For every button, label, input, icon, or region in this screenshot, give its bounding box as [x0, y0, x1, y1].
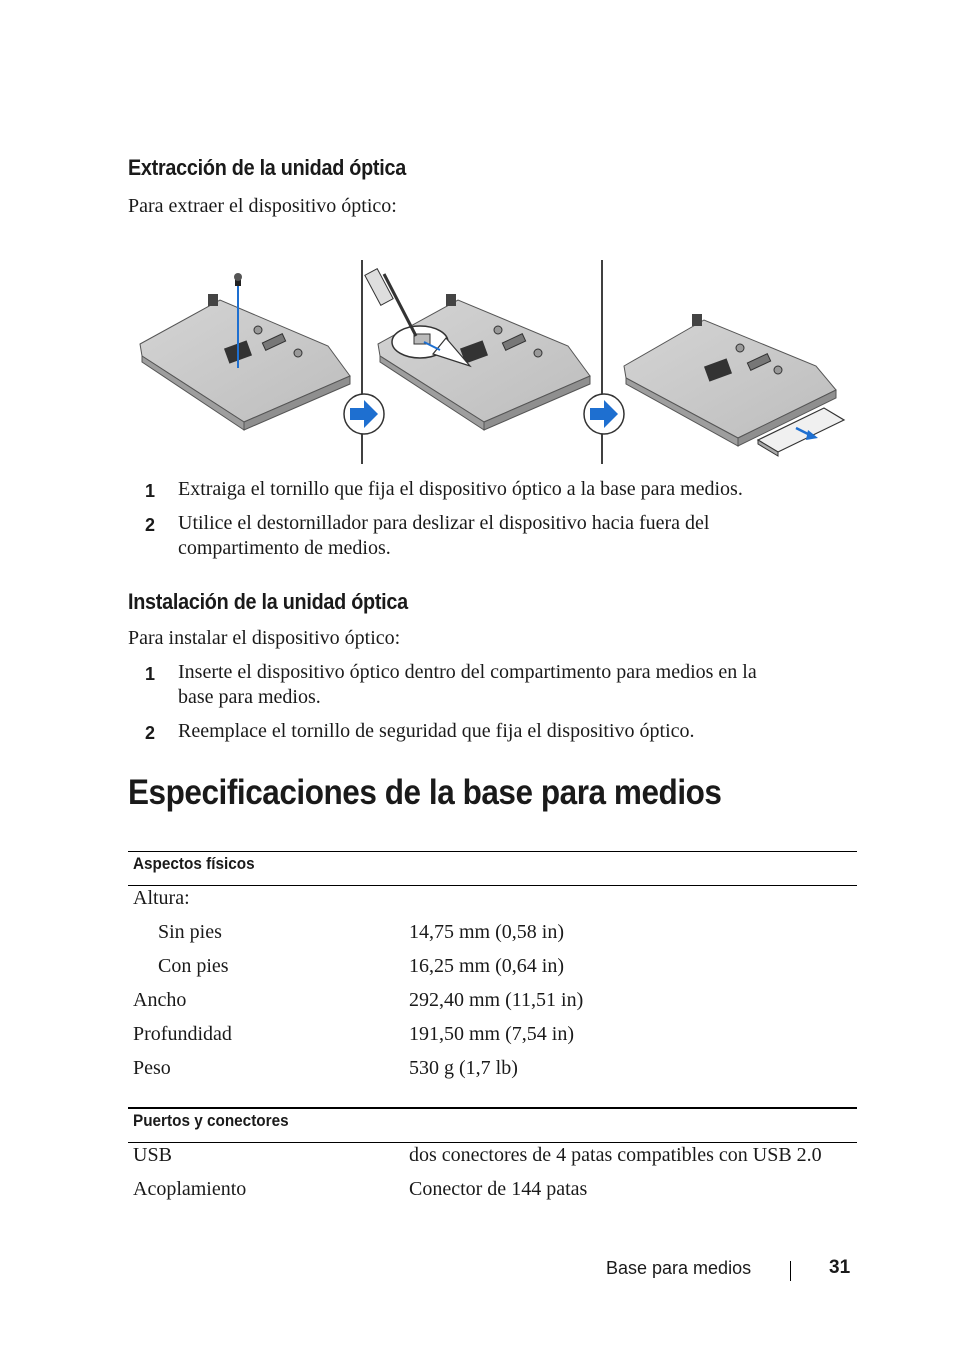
row-label-usb: USB: [133, 1144, 172, 1166]
row-label-docking: Acoplamiento: [133, 1178, 247, 1200]
ports-rule-top: [128, 1107, 857, 1109]
row-label-width: Ancho: [133, 989, 187, 1011]
removal-step-2-text-line2: compartimento de medios.: [178, 537, 391, 559]
row-label-with-feet: Con pies: [158, 955, 229, 977]
footer-page-number: 31: [829, 1257, 851, 1278]
removal-intro: Para extraer el dispositivo óptico:: [128, 195, 397, 217]
row-value-docking: Conector de 144 patas: [409, 1178, 588, 1200]
row-label-depth: Profundidad: [133, 1023, 232, 1045]
row-label-without-feet: Sin pies: [158, 921, 222, 943]
row-value-usb: dos conectores de 4 patas compatibles con USB 2.0: [409, 1144, 822, 1166]
row-value-weight: 530 g (1,7 lb): [409, 1057, 518, 1079]
install-step-2-number: 2: [145, 723, 156, 743]
media-base-panel-2: [365, 269, 590, 430]
media-base-panel-1: [140, 273, 350, 430]
next-arrow-icon: [344, 394, 384, 434]
row-value-width: 292,40 mm (11,51 in): [409, 989, 584, 1011]
table-rule-header: [128, 885, 857, 886]
removal-step-2-number: 2: [145, 515, 156, 535]
footer-section-name: Base para medios: [606, 1258, 752, 1278]
removal-step-2-text-line1: Utilice el destornillador para deslizar el dispositivo hacia fuera del: [178, 512, 710, 534]
install-step-1-text-line2: base para medios.: [178, 686, 321, 708]
next-arrow-icon-2: [584, 394, 624, 434]
row-label-height: Altura:: [133, 887, 190, 909]
section-heading-installation: Instalación de la unidad óptica: [128, 589, 408, 614]
install-step-2-text: Reemplace el tornillo de seguridad que fija el dispositivo óptico.: [178, 720, 695, 742]
ports-rule-header: [128, 1142, 857, 1143]
row-value-without-feet: 14,75 mm (0,58 in): [409, 921, 564, 943]
table-rule-top: [128, 851, 857, 852]
specs-title: Especificaciones de la base para medios: [128, 773, 722, 812]
removal-step-1-text: Extraiga el tornillo que fija el dispositivo óptico a la base para medios.: [178, 478, 743, 500]
install-step-1-number: 1: [145, 664, 156, 684]
removal-step-1-number: 1: [145, 481, 156, 501]
media-base-panel-3: [624, 314, 844, 456]
physical-table-header: Aspectos físicos: [133, 854, 255, 873]
removal-illustration: [128, 258, 857, 466]
row-label-weight: Peso: [133, 1057, 171, 1079]
install-step-1-text-line1: Inserte el dispositivo óptico dentro del compartimento para medios en la: [178, 661, 757, 683]
row-value-with-feet: 16,25 mm (0,64 in): [409, 955, 564, 977]
section-heading-removal: Extracción de la unidad óptica: [128, 155, 406, 180]
installation-intro: Para instalar el dispositivo óptico:: [128, 627, 401, 649]
screwdriver-icon: [365, 269, 416, 336]
screw-icon: [234, 273, 242, 286]
ports-table-header: Puertos y conectores: [133, 1111, 289, 1130]
row-value-depth: 191,50 mm (7,54 in): [409, 1023, 574, 1045]
footer-divider: [790, 1261, 791, 1281]
